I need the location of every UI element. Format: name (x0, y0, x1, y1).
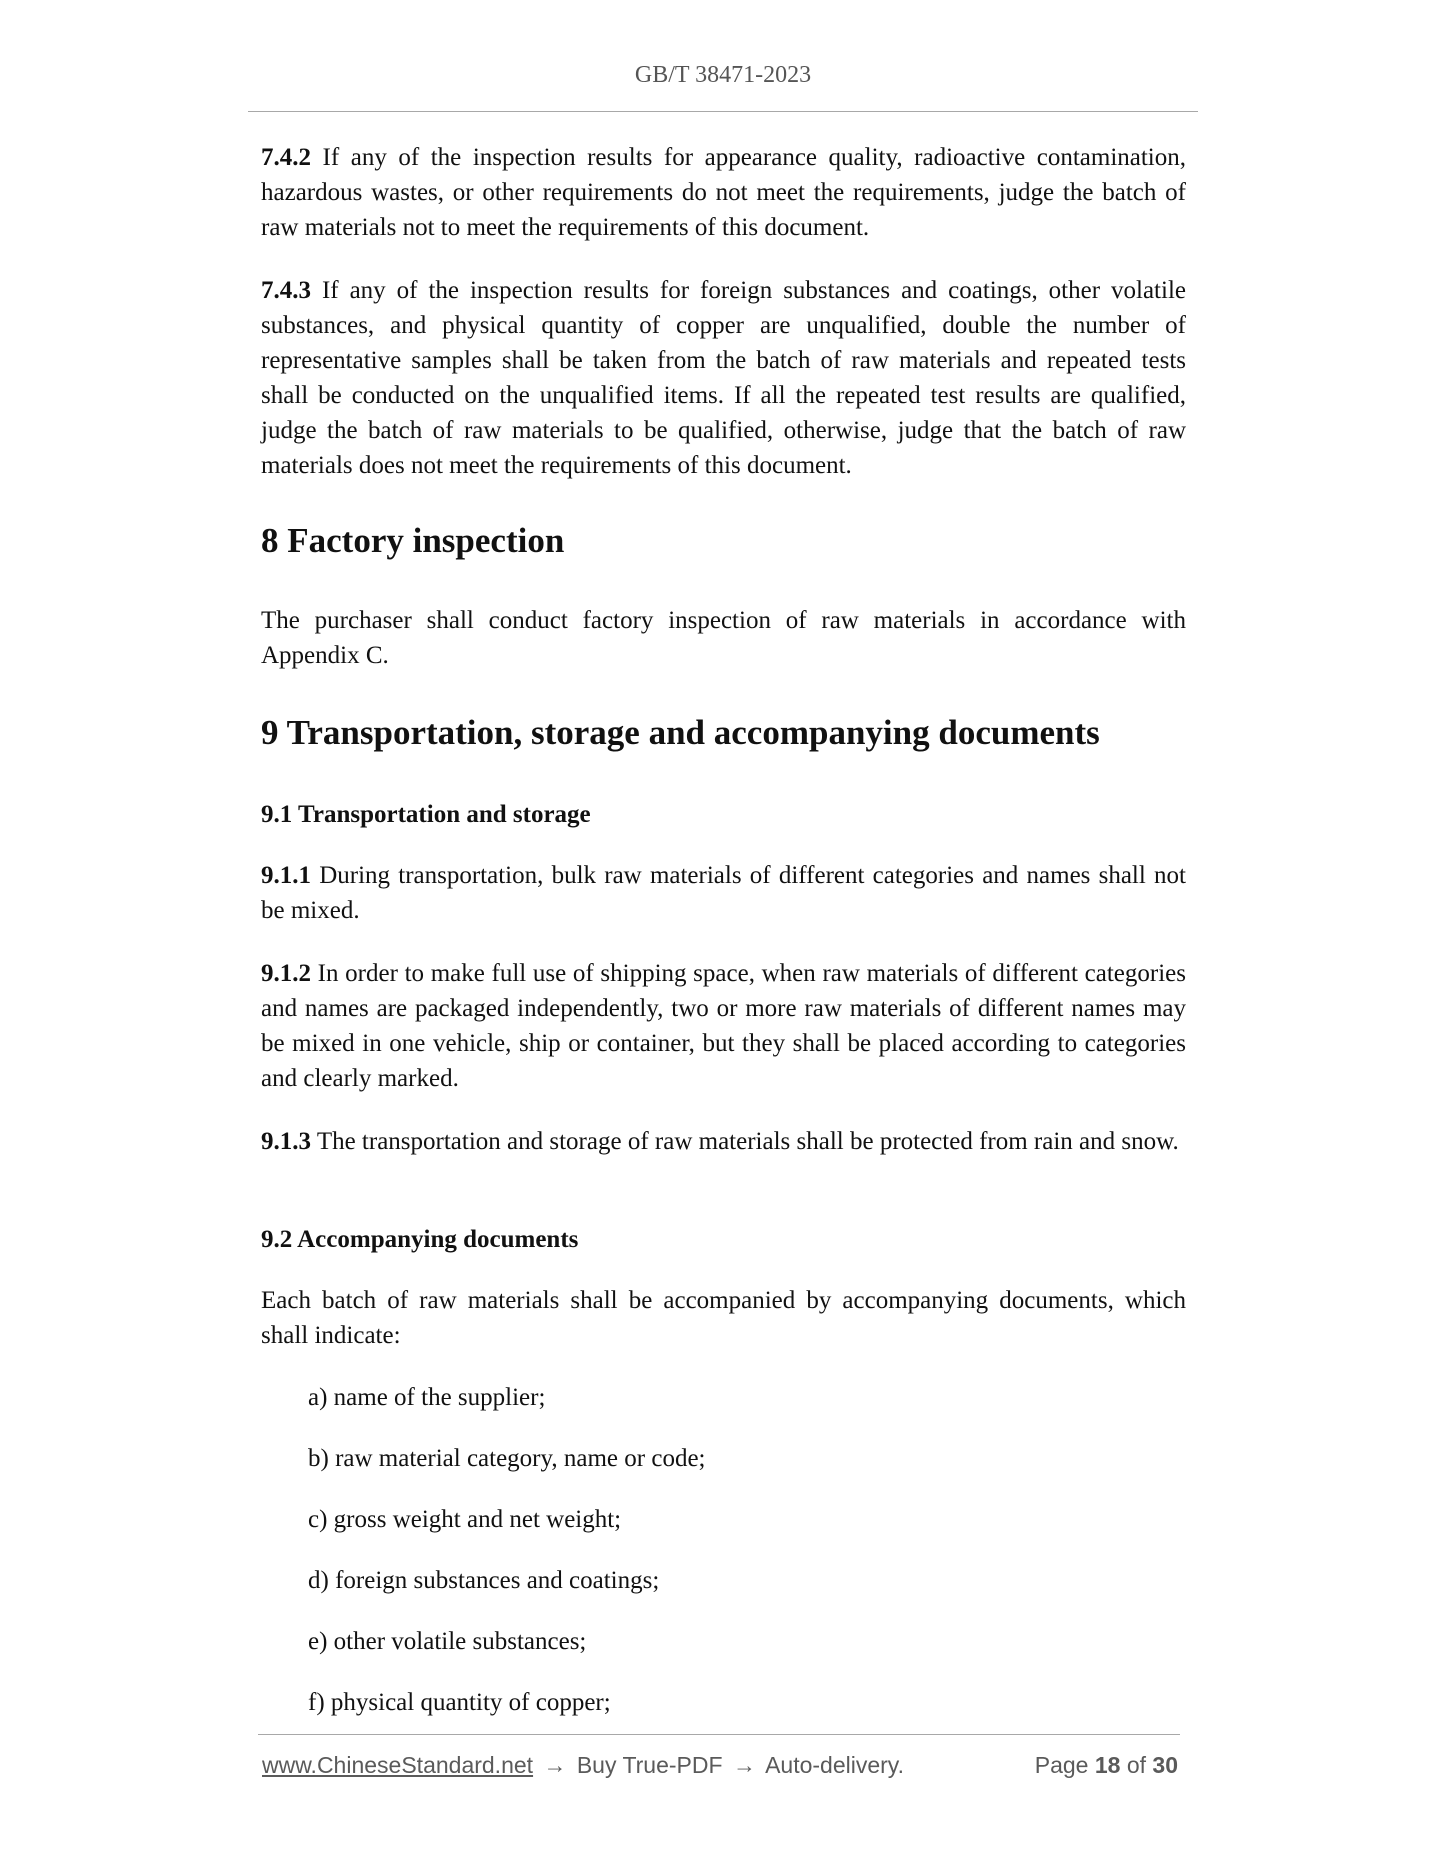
paragraph-9-1-3 (261, 1124, 1186, 1159)
list-item: a) name of the supplier; (308, 1384, 546, 1411)
page-label: Page (1034, 1752, 1089, 1778)
paragraph-section-9-2: Each batch of raw materials shall be accompanied by accompanying documents, which shall indicate: (261, 1287, 1186, 1349)
heading-section-9-2: 9.2 Accompanying documents (261, 1226, 579, 1253)
clause-number: 9.1.2 (261, 960, 311, 987)
clause-text: If any of the inspection results for appearance quality, radioactive contamination, hazardous wastes, or other requirements do not meet the requirements, judge the batch of raw materials not to meet the requirements of this document. (261, 144, 1187, 241)
clause-number: 7.4.3 (261, 277, 311, 304)
footer-divider (258, 1734, 1180, 1735)
page-number (1035, 1752, 1178, 1779)
website-link[interactable]: www.ChineseStandard.net (262, 1752, 534, 1778)
list-item: f) physical quantity of copper; (308, 1689, 611, 1716)
arrow-right-icon: → (732, 1752, 756, 1778)
paragraph-9-1-1 (261, 858, 1186, 928)
heading-section-8: 8 Factory inspection (261, 521, 565, 560)
page-footer (262, 1752, 1182, 1779)
clause-text: If any of the inspection results for foreign substances and coatings, other volatile substances, and physical quantity of copper are unqualified, double the number of representative samples shall be taken from the batch of raw materials and repeated tests shall be conducted on the unqualified items. If all the repeated test results are qualified, judge the batch of raw materials to be qualified, otherwise, judge that the batch of raw materials does not meet the requirements of this document. (261, 277, 1186, 479)
clause-text: During transportation, bulk raw materials of different categories and names shall not be mixed. (261, 862, 1186, 924)
header-divider (248, 111, 1198, 112)
current-page: 18 (1094, 1752, 1121, 1778)
heading-section-9: 9 Transportation, storage and accompanying documents (261, 713, 1100, 752)
arrow-right-icon: → (543, 1752, 567, 1778)
list-item: b) raw material category, name or code; (308, 1445, 706, 1472)
clause-text: The transportation and storage of raw materials shall be protected from rain and snow. (316, 1128, 1179, 1155)
buy-true-pdf-text: Buy True-PDF (576, 1752, 723, 1778)
auto-delivery-text: Auto-delivery. (765, 1752, 904, 1778)
total-pages: 30 (1152, 1752, 1178, 1778)
paragraph-7-4-2 (261, 140, 1186, 245)
clause-text: In order to make full use of shipping space, when raw materials of different categories and names are packaged independently, two or more raw materials of different names may be mixed in one vehicle, ship or container, but they shall be placed according to categories and clearly marked. (261, 960, 1186, 1092)
heading-section-9-1: 9.1 Transportation and storage (261, 801, 591, 828)
clause-number: 9.1.3 (261, 1128, 311, 1155)
document-header: GB/T 38471-2023 (634, 62, 812, 88)
paragraph-section-8: The purchaser shall conduct factory inspection of raw materials in accordance with Appendix C. (261, 607, 1186, 669)
list-item: e) other volatile substances; (308, 1628, 587, 1655)
paragraph-7-4-3 (261, 273, 1186, 483)
list-item: d) foreign substances and coatings; (308, 1567, 660, 1594)
paragraph-9-1-2 (261, 956, 1186, 1096)
of-label: of (1126, 1752, 1147, 1778)
clause-number: 9.1.1 (261, 862, 311, 889)
clause-number: 7.4.2 (261, 144, 311, 171)
list-item: c) gross weight and net weight; (308, 1506, 622, 1533)
